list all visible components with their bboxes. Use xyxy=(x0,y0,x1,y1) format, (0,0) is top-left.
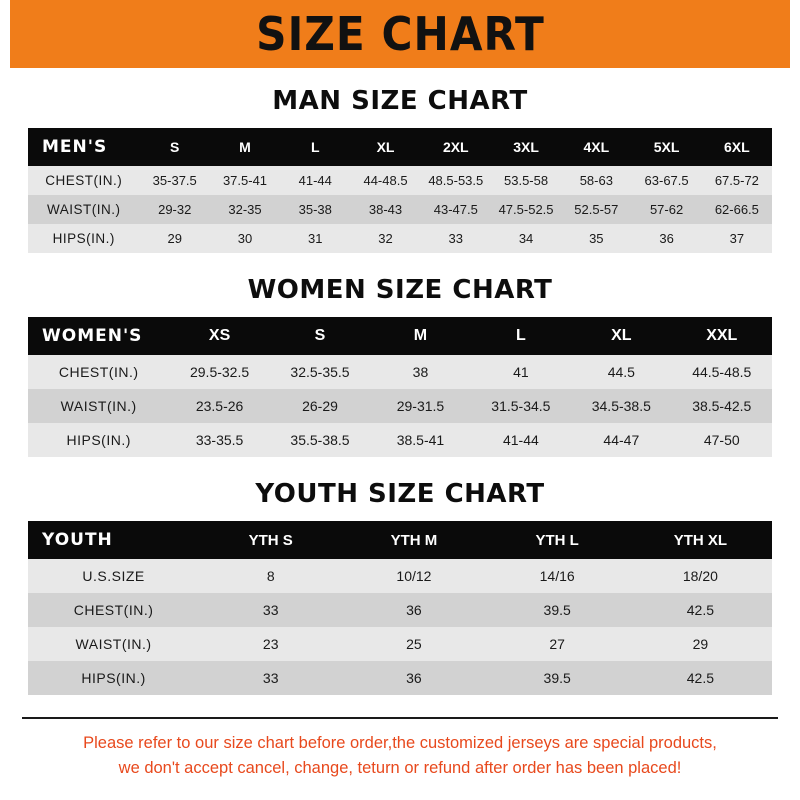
row-label: HIPS(IN.) xyxy=(66,432,131,448)
table-cell: 29-31.5 xyxy=(396,398,445,414)
column-header: XXL xyxy=(706,327,738,344)
table-cell: 35.5-38.5 xyxy=(290,432,350,448)
footer-note xyxy=(22,717,778,781)
column-header: 4XL xyxy=(583,139,610,155)
table-cell: 32.5-35.5 xyxy=(290,364,350,380)
column-header: 3XL xyxy=(513,139,539,155)
table-cell: 25 xyxy=(406,636,422,652)
page-title: SIZE CHART xyxy=(255,7,545,61)
column-header: YTH M xyxy=(390,531,438,549)
table-header-row xyxy=(28,128,772,166)
table-cell: 33 xyxy=(262,670,279,686)
table-cell: 37.5-41 xyxy=(222,173,268,188)
table-header-women xyxy=(28,317,772,355)
table-cell: 36 xyxy=(659,231,674,246)
table-body-youth xyxy=(28,559,772,695)
table-cell: 47-50 xyxy=(703,432,740,448)
table-cell: 32 xyxy=(378,231,393,246)
table-row xyxy=(28,355,772,389)
section-youth-size-chart xyxy=(0,479,800,695)
banner-edge-left xyxy=(0,0,10,68)
section-man-size-chart xyxy=(0,86,800,253)
table-youth-size-chart xyxy=(28,521,772,695)
table-cell: 48.5-53.5 xyxy=(428,173,484,188)
table-cell: 41 xyxy=(513,364,529,380)
table-row xyxy=(28,224,772,253)
table-cell: 31.5-34.5 xyxy=(491,398,551,414)
column-header: YTH S xyxy=(248,531,293,549)
row-label: CHEST(IN.) xyxy=(45,173,123,188)
table-cell: 57-62 xyxy=(649,202,684,217)
table-cell: 29 xyxy=(167,231,182,246)
table-cell: 53.5-58 xyxy=(504,173,549,188)
column-header: 5XL xyxy=(653,139,680,155)
section-title-women: WOMEN SIZE CHART xyxy=(247,275,553,305)
row-label: U.S.SIZE xyxy=(82,568,145,584)
row-label: CHEST(IN.) xyxy=(58,364,139,380)
table-cell: 23 xyxy=(262,636,279,652)
column-header: 6XL xyxy=(724,139,750,155)
table-cell: 39.5 xyxy=(543,602,571,618)
table-cell: 14/16 xyxy=(539,568,575,584)
table-cell: 8 xyxy=(266,568,275,584)
table-row xyxy=(28,389,772,423)
table-cell: 42.5 xyxy=(686,602,714,618)
table-cell: 52.5-57 xyxy=(574,202,619,217)
column-header: XL xyxy=(376,139,395,155)
section-women-size-chart xyxy=(0,275,800,457)
column-header: YTH XL xyxy=(673,531,728,549)
table-header-man xyxy=(28,128,772,166)
table-cell: 10/12 xyxy=(396,568,432,584)
table-cell: 38.5-42.5 xyxy=(692,398,752,414)
table-row xyxy=(28,661,772,695)
column-header: M xyxy=(413,327,428,344)
table-row xyxy=(28,627,772,661)
column-header: M xyxy=(239,139,251,155)
column-header: S xyxy=(314,327,326,344)
column-header: L xyxy=(310,139,320,155)
table-cell: 43-47.5 xyxy=(433,202,478,217)
table-cell: 29 xyxy=(692,636,709,652)
table-header-youth xyxy=(28,521,772,559)
table-cell: 36 xyxy=(406,670,422,686)
table-cell: 34.5-38.5 xyxy=(591,398,651,414)
table-row xyxy=(28,195,772,224)
table-cell: 18/20 xyxy=(682,568,718,584)
table-women-size-chart xyxy=(28,317,772,457)
table-cell: 44.5-48.5 xyxy=(692,364,752,380)
table-row xyxy=(28,166,772,195)
header-banner xyxy=(0,0,800,68)
footer-note-line-1: Please refer to our size chart before order,the customized jerseys are special products, xyxy=(83,734,717,752)
footer-note-line-2: we don't accept cancel, change, teturn or refund after order has been placed! xyxy=(118,758,682,777)
column-header: S xyxy=(170,139,180,155)
column-header: L xyxy=(516,327,526,344)
table-cell: 44-47 xyxy=(603,432,640,448)
table-row xyxy=(28,423,772,457)
column-header: WOMEN'S xyxy=(42,326,143,346)
table-body-man xyxy=(28,166,772,253)
row-label: HIPS(IN.) xyxy=(52,231,115,246)
table-cell: 41-44 xyxy=(298,173,332,188)
table-cell: 34 xyxy=(518,231,534,246)
table-cell: 41-44 xyxy=(502,432,539,448)
table-cell: 26-29 xyxy=(302,398,338,414)
table-cell: 44.5 xyxy=(607,364,635,380)
table-cell: 29-32 xyxy=(158,202,192,217)
row-label: WAIST(IN.) xyxy=(75,636,152,652)
table-cell: 58-63 xyxy=(579,173,613,188)
table-cell: 38-43 xyxy=(368,202,403,217)
row-label: WAIST(IN.) xyxy=(60,398,137,414)
table-cell: 35 xyxy=(589,231,604,246)
table-cell: 39.5 xyxy=(543,670,571,686)
section-title-youth: YOUTH SIZE CHART xyxy=(255,479,545,509)
table-row xyxy=(28,593,772,627)
table-cell: 23.5-26 xyxy=(195,398,244,414)
table-man-size-chart xyxy=(28,128,772,253)
table-header-row xyxy=(28,521,772,559)
table-cell: 35-38 xyxy=(298,202,332,217)
table-cell: 35-37.5 xyxy=(152,173,197,188)
table-cell: 33 xyxy=(262,602,279,618)
table-cell: 27 xyxy=(549,636,565,652)
table-cell: 29.5-32.5 xyxy=(189,364,250,380)
table-cell: 37 xyxy=(729,231,745,246)
table-row xyxy=(28,559,772,593)
table-header-row xyxy=(28,317,772,355)
section-title-man: MAN SIZE CHART xyxy=(272,86,528,116)
table-cell: 47.5-52.5 xyxy=(498,202,554,217)
table-cell: 33 xyxy=(448,231,464,246)
table-cell: 31 xyxy=(308,231,323,246)
table-cell: 32-35 xyxy=(228,202,262,217)
table-cell: 30 xyxy=(237,231,253,246)
table-cell: 38 xyxy=(412,364,429,380)
row-label: WAIST(IN.) xyxy=(47,202,121,217)
column-header: MEN'S xyxy=(42,137,108,157)
column-header: 2XL xyxy=(442,139,469,155)
row-label: CHEST(IN.) xyxy=(73,602,154,618)
table-cell: 62-66.5 xyxy=(714,202,759,217)
table-cell: 67.5-72 xyxy=(714,173,759,188)
column-header: YOUTH xyxy=(42,530,113,550)
column-header: XS xyxy=(208,327,231,344)
table-cell: 42.5 xyxy=(686,670,714,686)
table-cell: 36 xyxy=(406,602,422,618)
column-header: YTH L xyxy=(535,531,579,549)
table-cell: 44-48.5 xyxy=(363,173,408,188)
column-header: XL xyxy=(611,327,632,344)
table-body-women xyxy=(28,355,772,457)
row-label: HIPS(IN.) xyxy=(81,670,146,686)
table-cell: 33-35.5 xyxy=(195,432,244,448)
banner-edge-right xyxy=(790,0,800,68)
table-cell: 38.5-41 xyxy=(396,432,445,448)
table-cell: 63-67.5 xyxy=(644,173,689,188)
